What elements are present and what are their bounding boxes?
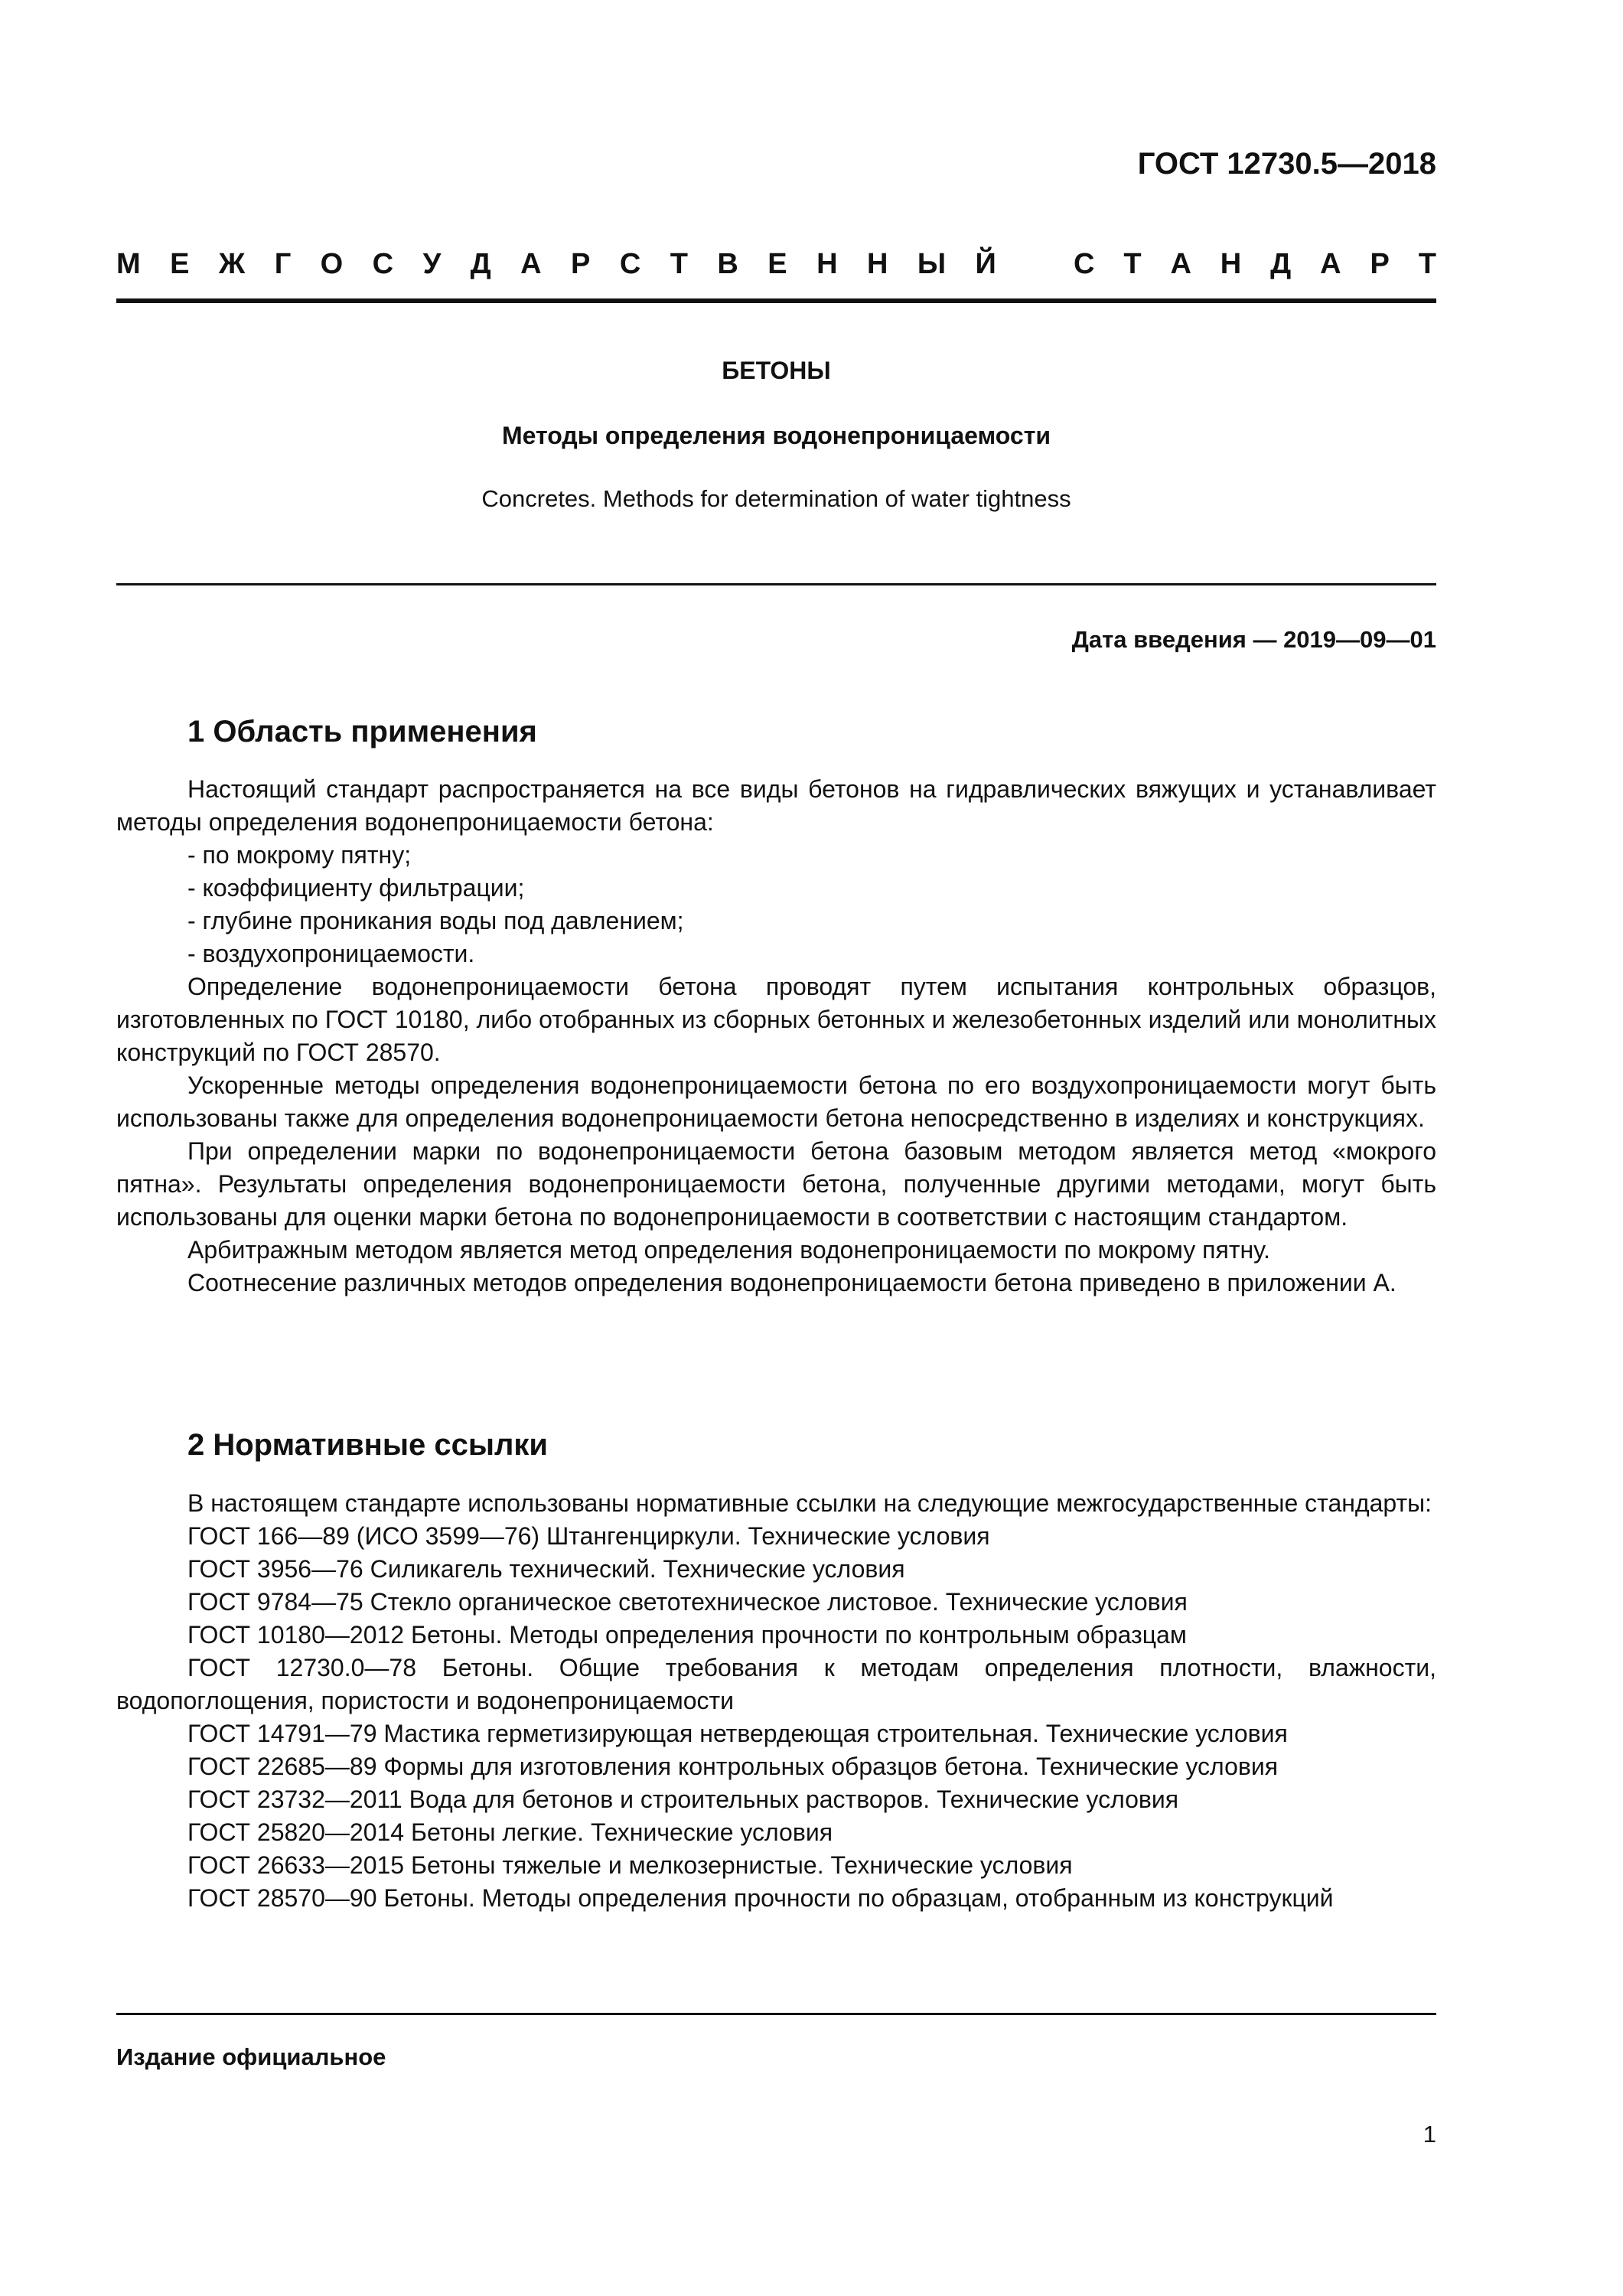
introduction-date: Дата введения — 2019—09—01 [1071,626,1436,653]
banner-letter: М [116,248,141,280]
banner-letter: Г [274,248,292,280]
banner-letter: Е [170,248,190,280]
list-item: - коэффициенту фильтрации; [187,874,525,902]
banner-letter: Д [1270,248,1292,280]
banner-letter: Ж [218,248,246,280]
banner-letter: В [717,248,738,280]
footer-divider [116,2013,1436,2015]
banner-letter: Т [1418,248,1436,280]
section-1-heading: 1 Область применения [187,715,537,748]
standard-number: ГОСТ 12730.5—2018 [1137,147,1436,181]
reference-item: ГОСТ 9784—75 Стекло органическое светотехническое листовое. Технические условия [187,1588,1188,1616]
edition-label: Издание официальное [116,2043,386,2070]
banner-letter: Н [866,248,888,280]
banner-letter: Р [571,248,591,280]
interstate-standard-banner [116,248,1436,281]
reference-item: ГОСТ 166—89 (ИСО 3599—76) Штангенциркули. Технические условия [187,1522,990,1550]
banner-letter: Т [670,248,688,280]
list-item: - по мокрому пятну; [187,841,412,869]
header-divider [116,298,1436,303]
paragraph: Ускоренные методы определения водонепроницаемости бетона по его воздухопроницаемости могут быть использованы также для определения водонепроницаемости бетона непосредственно в изделиях и конструкциях. [116,1071,1436,1132]
document-subtitle: Методы определения водонепроницаемости [501,422,1051,449]
banner-letter: Р [1370,248,1390,280]
page-number: 1 [1423,2121,1436,2148]
reference-item: ГОСТ 12730.0—78 Бетоны. Общие требования к методам определения плотности, влажности, водопоглощения, пористости и водонепроницаемости [116,1654,1436,1714]
reference-item: ГОСТ 28570—90 Бетоны. Методы определения прочности по образцам, отобранным из конструкций [187,1884,1334,1912]
banner-letter: У [422,248,442,280]
banner-letter: С [372,248,394,280]
reference-item: ГОСТ 23732—2011 Вода для бетонов и строительных растворов. Технические условия [187,1786,1179,1813]
banner-letter: А [1170,248,1191,280]
banner-letter: Н [816,248,838,280]
paragraph: Соотнесение различных методов определения водонепроницаемости бетона приведено в приложении А. [187,1269,1396,1296]
paragraph: В настоящем стандарте использованы нормативные ссылки на следующие межгосударственные стандарты: [187,1489,1432,1517]
banner-letter: С [619,248,641,280]
list-item: - глубине проникания воды под давлением; [187,907,684,934]
banner-letter: С [1074,248,1095,280]
reference-item: ГОСТ 10180—2012 Бетоны. Методы определения прочности по контрольным образцам [187,1621,1187,1649]
reference-item: ГОСТ 25820—2014 Бетоны легкие. Технические условия [187,1818,833,1846]
banner-word-interstate [116,248,996,281]
english-title: Concretes. Methods for determination of water tightness [481,485,1071,512]
banner-letter: Й [975,248,996,280]
banner-letter: Т [1123,248,1142,280]
reference-item: ГОСТ 3956—76 Силикагель технический. Технические условия [187,1555,905,1583]
banner-letter: Ы [917,248,947,280]
reference-item: ГОСТ 22685—89 Формы для изготовления контрольных образцов бетона. Технические условия [187,1753,1279,1780]
list-item: - воздухопроницаемости. [187,940,475,967]
section-1-body [116,773,1436,1300]
banner-letter: А [520,248,542,280]
banner-letter: Д [470,248,491,280]
paragraph: Определение водонепроницаемости бетона проводят путем испытания контрольных образцов, изготовленных по ГОСТ 10180, либо отобранных из сборных бетонных и железобетонных изделий или монолитных конструкций по ГОСТ 28570. [116,973,1436,1066]
section-2-body [116,1487,1436,1915]
paragraph: При определении марки по водонепроницаемости бетона базовым методом является метод «мокрого пятна». Результаты определения водонепроницаемости бетона, полученные другими методами, могут быть использованы для оценки марки бетона по водонепроницаемости в соответствии с настоящим стандартом. [116,1137,1436,1231]
document-title: БЕТОНЫ [722,357,831,384]
paragraph: Арбитражным методом является метод определения водонепроницаемости по мокрому пятну. [187,1236,1270,1264]
reference-item: ГОСТ 26633—2015 Бетоны тяжелые и мелкозернистые. Технические условия [187,1851,1073,1879]
section-2-heading: 2 Нормативные ссылки [187,1428,549,1462]
banner-letter: О [320,248,344,280]
banner-letter: А [1320,248,1341,280]
banner-word-standard [1074,248,1436,281]
banner-letter: Е [768,248,787,280]
paragraph: Настоящий стандарт распространяется на все виды бетонов на гидравлических вяжущих и устанавливает методы определения водонепроницаемости бетона: [116,775,1436,836]
reference-item: ГОСТ 14791—79 Мастика герметизирующая нетвердеющая строительная. Технические условия [187,1720,1288,1747]
title-divider [116,583,1436,585]
banner-letter: Н [1220,248,1242,280]
